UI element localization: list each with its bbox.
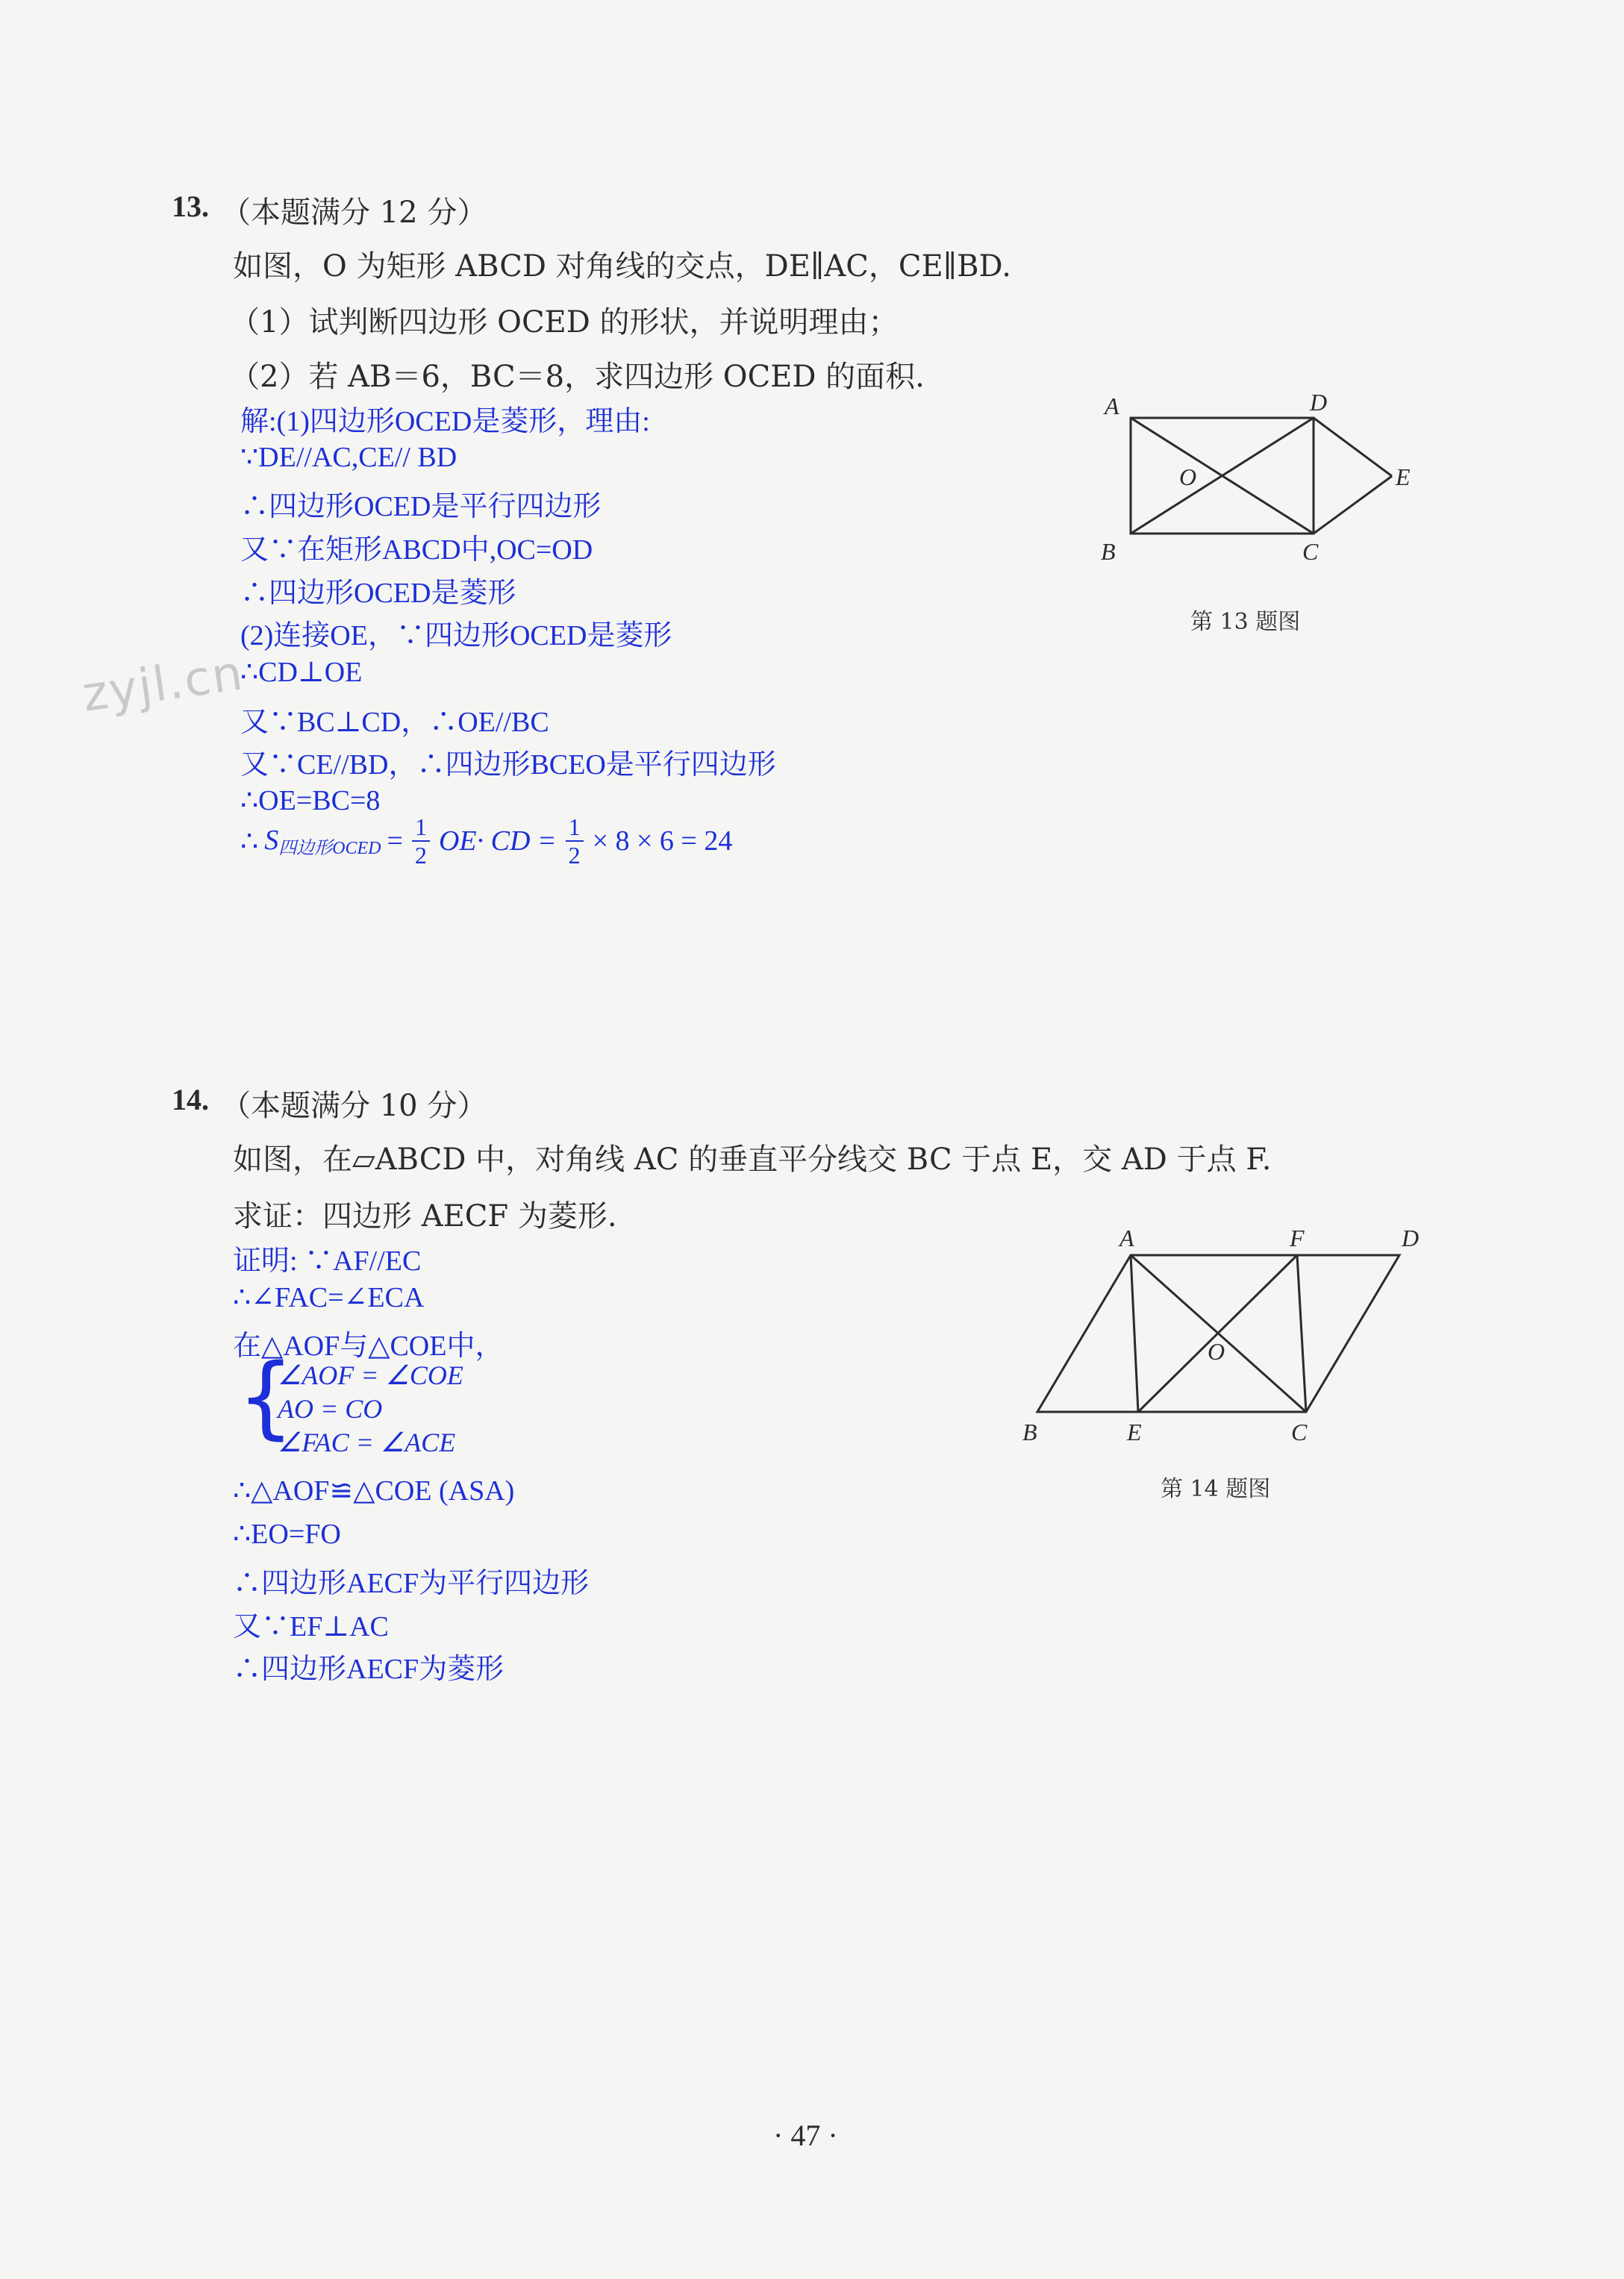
equals-sign: = — [387, 825, 403, 857]
q13-answer-line: ∴四边形OCED是菱形 — [240, 578, 516, 609]
therefore-symbol: ∴ — [240, 825, 259, 857]
segment-ae — [1131, 1255, 1138, 1412]
q13-stem: 如图，O 为矩形 ABCD 对角线的交点，DE∥AC，CE∥BD. — [233, 249, 1011, 284]
q13-area-formula — [240, 815, 732, 867]
area-symbol: $S_{四边形OCED}$ — [264, 824, 381, 858]
label-e: E — [1396, 463, 1411, 490]
case-line: ∠AOF = ∠COE — [278, 1360, 463, 1390]
label-c: C — [1302, 538, 1319, 565]
q14-prove: 求证：四边形 AECF 为菱形. — [233, 1199, 617, 1234]
segment-ef — [1138, 1255, 1297, 1412]
case-line: ∠FAC = ∠ACE — [278, 1428, 456, 1457]
case-line: AO = CO — [278, 1394, 383, 1424]
q13-answer-line: ∴CD⊥OE — [240, 657, 363, 688]
segment-de — [1314, 418, 1392, 476]
q13-answer-line: 又∵BC⊥CD，∴OE//BC — [240, 707, 549, 738]
q13-answer-line: ∴OE=BC=8 — [240, 785, 381, 816]
segment-fc — [1297, 1255, 1306, 1412]
q13-part1: （1）试判断四边形 OCED 的形状，并说明理由； — [230, 305, 899, 340]
q13-answer-line: ∴四边形OCED是平行四边形 — [240, 491, 602, 522]
figure-14-caption: 第 14 题图 — [1161, 1476, 1271, 1502]
q13-answer-line: 解:(1)四边形OCED是菱形，理由: — [240, 406, 650, 437]
label-b: B — [1101, 538, 1116, 565]
q13-answer-line: 又∵CE//BD，∴四边形BCEO是平行四边形 — [240, 749, 776, 781]
q14-stem: 如图，在▱ABCD 中，对角线 AC 的垂直平分线交 BC 于点 E，交 AD 于点 F. — [233, 1142, 1272, 1177]
case-brace: { — [237, 1345, 295, 1449]
page-number: · 47 · — [773, 2119, 838, 2152]
figure-14 — [1008, 1216, 1485, 1455]
q13-number: 13. — [172, 190, 209, 223]
label-d: D — [1310, 389, 1328, 416]
q13-answer-line: ∵DE//AC,CE// BD — [240, 442, 457, 473]
label-a: A — [1105, 393, 1119, 419]
label-c: C — [1291, 1419, 1308, 1445]
area-expression: OE· CD = — [438, 825, 557, 857]
figure-13-caption: 第 13 题图 — [1190, 609, 1301, 635]
q14-answer-line: ∴四边形AECF为平行四边形 — [233, 1568, 590, 1599]
figure-13 — [1090, 381, 1433, 612]
q13-part2: （2）若 AB＝6，BC＝8，求四边形 OCED 的面积. — [230, 360, 925, 394]
segment-ce — [1314, 476, 1392, 534]
label-b: B — [1022, 1419, 1037, 1445]
q14-answer-line: ∴EO=FO — [233, 1519, 341, 1550]
q14-answer-line: ∴四边形AECF为菱形 — [233, 1654, 505, 1685]
watermark: zyjl.cn — [78, 645, 248, 723]
q14-answer-line: 在△AOF与△COE中， — [233, 1331, 504, 1362]
q14-answer-line: ∴△AOF≌△COE (ASA) — [233, 1475, 515, 1507]
q13-answer-line: (2)连接OE，∵四边形OCED是菱形 — [240, 620, 672, 651]
q14-heading: （本题满分 10 分） — [221, 1089, 487, 1123]
label-o: O — [1208, 1338, 1225, 1365]
half-fraction: $\frac{1}{2}$ — [412, 815, 430, 867]
q14-answer-line: ∴∠FAC=∠ECA — [233, 1282, 425, 1313]
half-fraction: $\frac{1}{2}$ — [566, 815, 584, 867]
label-o: O — [1179, 463, 1197, 490]
q13-answer-line: 又∵在矩形ABCD中,OC=OD — [240, 534, 593, 566]
label-a: A — [1119, 1225, 1134, 1251]
area-result: × 8 × 6 = 24 — [592, 825, 733, 857]
label-e: E — [1127, 1419, 1142, 1445]
q13-heading: （本题满分 12 分） — [221, 196, 487, 230]
q14-answer-line: 证明: ∵AF//EC — [233, 1245, 422, 1277]
q14-number: 14. — [172, 1083, 209, 1116]
label-f: F — [1290, 1225, 1305, 1251]
q14-answer-line: 又∵EF⊥AC — [233, 1611, 389, 1642]
label-d: D — [1402, 1225, 1420, 1251]
